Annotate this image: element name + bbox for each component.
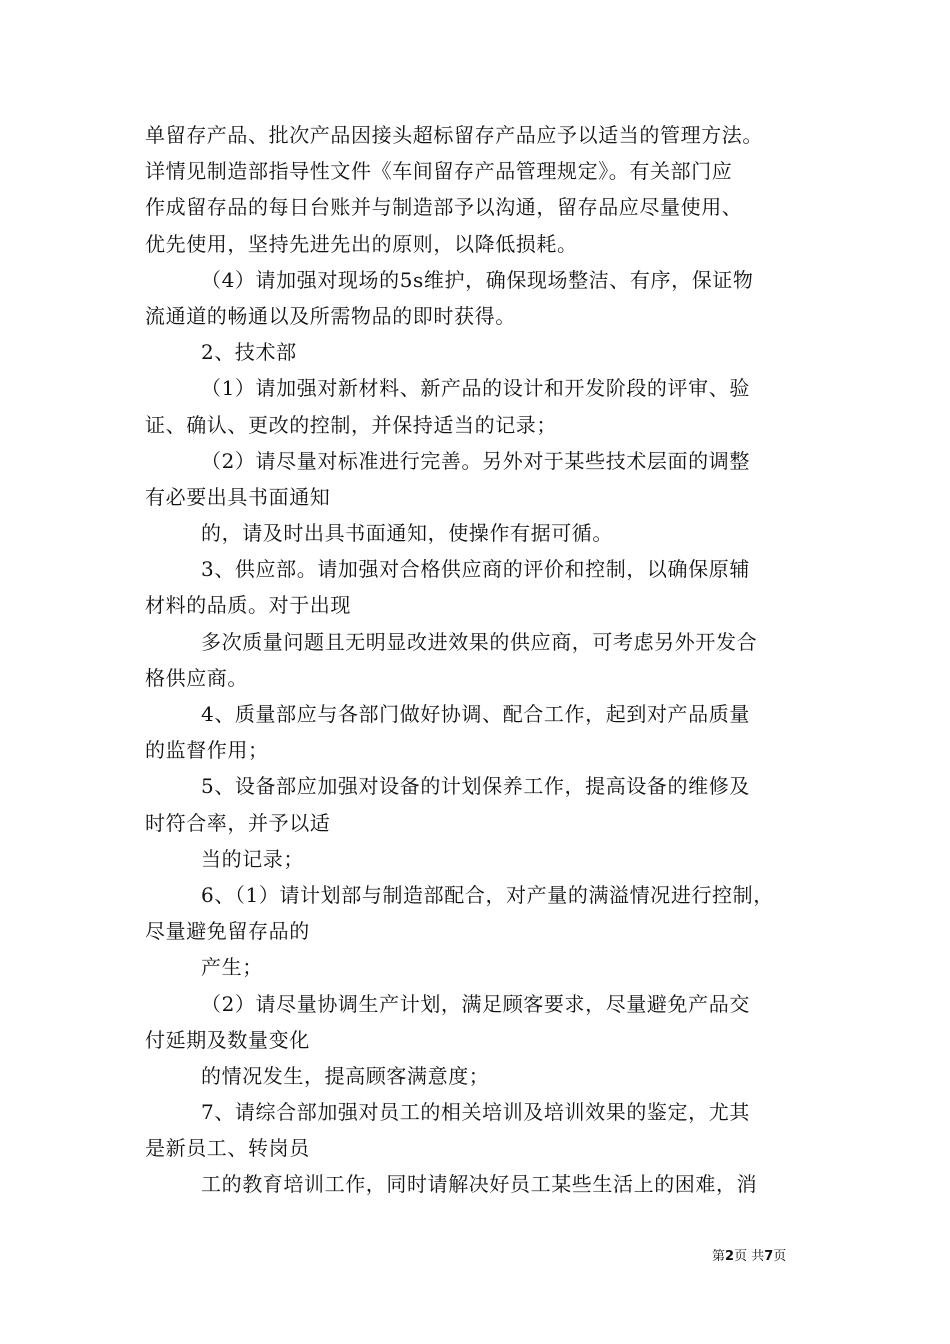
text-line: 付延期及数量变化 — [145, 1027, 310, 1052]
text-line: 时符合率，并予以适 — [145, 810, 331, 835]
footer-page-number: 2 — [725, 1249, 735, 1264]
footer-suffix: 页 — [773, 1249, 787, 1264]
text-line: 详情见制造部指导性文件《车间留存产品管理规定》。有关部门应 — [145, 159, 733, 184]
text-line: 多次质量问题且无明显改进效果的供应商，可考虑另外开发合 — [201, 629, 758, 654]
text-line: 有必要出具书面通知 — [145, 484, 331, 509]
text-line: （2）请尽量对标准进行完善。另外对于某些技术层面的调整 — [201, 448, 750, 473]
text-line: 单留存产品、批次产品因接头超标留存产品应予以适当的管理方法。 — [145, 123, 763, 147]
text-line: 3、供应部。请加强对合格供应商的评价和控制，以确保原辅 — [201, 557, 750, 582]
text-line: 是新员工、转岗员 — [145, 1136, 310, 1161]
section-heading: 2、技术部 — [201, 340, 297, 365]
text-line: 4、质量部应与各部门做好协调、配合工作，起到对产品质量 — [201, 702, 750, 726]
text-line: 5、设备部应加强对设备的计划保养工作，提高设备的维修及 — [201, 774, 750, 799]
text-line: 6、（1）请计划部与制造部配合，对产量的满溢情况进行控制， — [201, 882, 774, 907]
page-footer — [712, 1245, 786, 1264]
text-line: 7、请综合部加强对员工的相关培训及培训效果的鉴定，尤其 — [201, 1100, 750, 1125]
text-line: 的情况发生，提高顾客满意度； — [201, 1063, 490, 1088]
text-line: 的监督作用； — [145, 738, 269, 763]
text-line: （1）请加强对新材料、新产品的设计和开发阶段的评审、验 — [201, 376, 750, 401]
text-line: 的，请及时出具书面通知，使操作有据可循。 — [201, 521, 613, 546]
text-line: 作成留存品的每日台账并与制造部予以沟通，留存品应尽量使用、 — [145, 195, 743, 220]
text-line: 当的记录； — [201, 846, 304, 871]
text-line: 证、确认、更改的控制，并保持适当的记录； — [145, 412, 557, 437]
text-line: 格供应商。 — [145, 665, 248, 690]
text-line: 优先使用，坚持先进先出的原则，以降低损耗。 — [145, 231, 578, 256]
text-line: 尽量避免留存品的 — [145, 919, 310, 944]
footer-total-pages: 7 — [764, 1249, 774, 1264]
text-line: （2）请尽量协调生产计划，满足顾客要求，尽量避免产品交 — [201, 991, 750, 1016]
footer-prefix: 第 — [712, 1249, 726, 1264]
text-line: 流通道的畅通以及所需物品的即时获得。 — [145, 303, 516, 328]
document-body — [145, 117, 815, 1203]
text-line: 工的教育培训工作，同时请解决好员工某些生活上的困难，消 — [201, 1172, 758, 1197]
text-line: （4）请加强对现场的5s维护，确保现场整洁、有序，保证物 — [201, 267, 754, 292]
text-line: 产生； — [201, 955, 263, 980]
text-line: 材料的品质。对于出现 — [145, 593, 351, 618]
footer-middle: 页 共 — [734, 1249, 765, 1264]
